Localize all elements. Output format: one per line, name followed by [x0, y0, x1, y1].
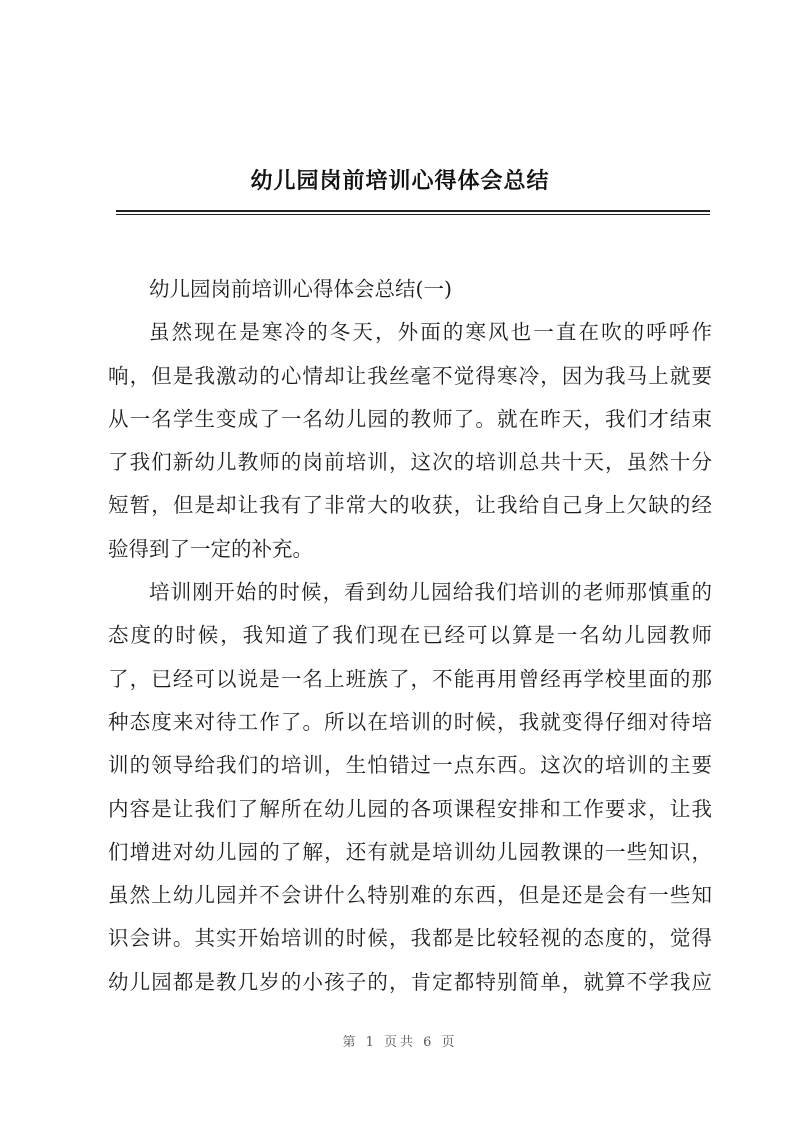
paragraph-line: 短暂，但是却让我有了非常大的收获，让我给自己身上欠缺的经 — [108, 493, 712, 518]
paragraph-2 — [108, 571, 712, 1004]
paragraph-line: 从一名学生变成了一名幼儿园的教师了。就在昨天，我们才结束 — [108, 406, 712, 431]
section-subtitle: 幼儿园岗前培训心得体会总结(一) — [149, 277, 452, 301]
paragraph-line: 态度的时候，我知道了我们现在已经可以算是一名幼儿园教师 — [108, 623, 712, 648]
paragraph-line: 虽然现在是寒冷的冬天，外面的寒风也一直在吹的呼呼作 — [149, 320, 712, 345]
paragraph-line: 响，但是我激动的心情却让我丝毫不觉得寒冷，因为我马上就要 — [108, 363, 712, 388]
paragraph-line: 识会讲。其实开始培训的时候，我都是比较轻视的态度的，觉得 — [108, 926, 712, 951]
paragraph-line: 内容是让我们了解所在幼儿园的各项课程安排和工作要求，让我 — [108, 796, 712, 821]
paragraph-line: 虽然上幼儿园并不会讲什么特别难的东西，但是还是会有一些知 — [108, 883, 712, 908]
page-number-footer: 第 1 页共 6 页 — [342, 1035, 458, 1050]
paragraph-line: 培训刚开始的时候，看到幼儿园给我们培训的老师那慎重的 — [149, 580, 712, 605]
paragraph-line: 幼儿园都是教几岁的小孩子的，肯定都特别简单，就算不学我应 — [108, 969, 712, 994]
document-title: 幼儿园岗前培训心得体会总结 — [250, 169, 550, 194]
paragraph-line: 了，已经可以说是一名上班族了，不能再用曾经再学校里面的那 — [108, 666, 712, 691]
document-body — [108, 268, 712, 1004]
title-divider — [116, 210, 710, 215]
paragraph-line: 种态度来对待工作了。所以在培训的时候，我就变得仔细对待培 — [108, 709, 712, 734]
paragraph-line: 验得到了一定的补充。 — [108, 536, 313, 561]
paragraph-line: 训的领导给我们的培训，生怕错过一点东西。这次的培训的主要 — [108, 753, 712, 778]
paragraph-1 — [108, 311, 712, 571]
paragraph-line: 们增进对幼儿园的了解，还有就是培训幼儿园教课的一些知识， — [108, 839, 712, 864]
paragraph-line: 了我们新幼儿教师的岗前培训，这次的培训总共十天，虽然十分 — [108, 450, 712, 475]
